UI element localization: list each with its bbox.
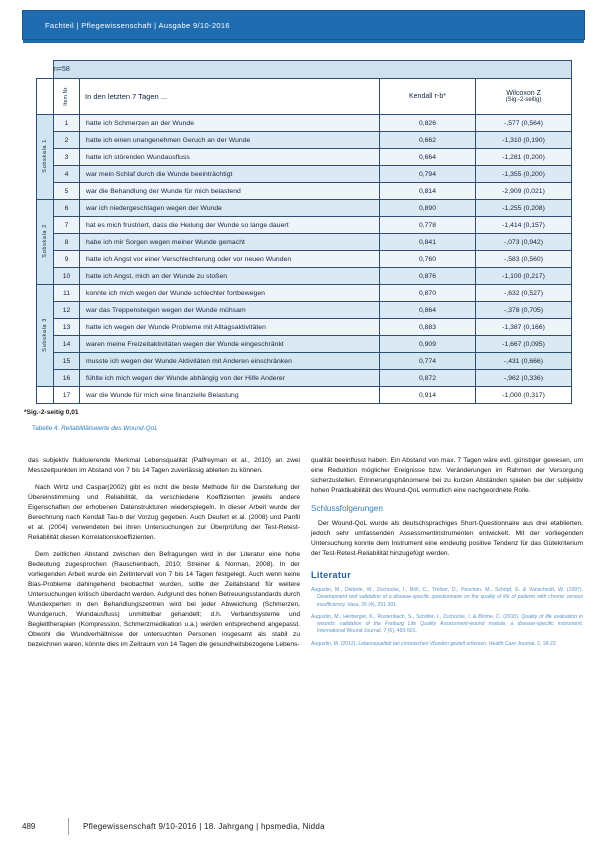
table-row xyxy=(37,149,572,166)
paragraph-conclusion: Der Wound-QoL wurde als deutschsprachiges Short-Questionnaire aus drei etablierten, jedoch sehr umfassenden Assessmentinstrumenten entwickelt. Mit der vorliegenden Untersuchung konnte dem Instrument eine eindeutig positive Tendenz für das Gütekriterium der Test-Retest-Reliabilität hinzugefügt werden. xyxy=(311,519,583,557)
page-header-bar xyxy=(22,10,585,40)
row-kendall-value: 0,914 xyxy=(380,387,476,404)
paragraph-quality-of-life: qualität beeinflusst haben. Ein Abstand von max. 7 Tagen wäre evtl. günstiger gewesen, um eine Reduktion möglicher Ereignisse bzw. Veränderungen im Rahmen der Versorgung sicherzustellen. Erinnerungsphänomene bei zu kurzen Abständen spielen bei der subjektiv hohen Praktikabilität des Wound-QoL vermutlich eine nachgeordnete Rolle. xyxy=(311,457,583,495)
table-caption-prefix: Tabelle 4: xyxy=(32,425,62,432)
reference-title: Lebensqualität bei chronischen Wunden gezielt erfassen. xyxy=(358,640,489,647)
row-item-text: hatte ich Angst vor einer Verschlechterung oder vor neuen Wunden xyxy=(80,251,380,268)
reference-list xyxy=(311,587,583,648)
row-item-number: 17 xyxy=(54,387,80,404)
row-kendall-value: 0,872 xyxy=(380,370,476,387)
row-item-text: fühlte ich mich wegen der Wunde abhängig von der Hilfe Anderer xyxy=(80,370,380,387)
row-item-number: 2 xyxy=(54,132,80,149)
row-item-text: war ich niedergeschlagen wegen der Wunde xyxy=(80,200,380,217)
row-item-number: 5 xyxy=(54,183,80,200)
row-item-text: hatte ich störenden Wundausfluss xyxy=(80,149,380,166)
row-item-text: waren meine Freizeitaktivitäten wegen der Wunde eingeschränkt xyxy=(80,336,380,353)
significance-note: *Sig.-2-seitig 0,01 xyxy=(24,409,79,416)
row-item-number: 4 xyxy=(54,166,80,183)
body-column-right xyxy=(311,456,583,653)
reference-entry xyxy=(311,641,583,648)
table-row xyxy=(37,132,572,149)
row-kendall-value: 0,760 xyxy=(380,251,476,268)
table-header-row xyxy=(37,79,572,115)
row-kendall-value: 0,883 xyxy=(380,319,476,336)
row-wilcoxon-value: -1,667 (0,095) xyxy=(476,336,572,353)
reference-entry xyxy=(311,614,583,636)
row-item-text: hatte ich Angst, mich an der Wunde zu stoßen xyxy=(80,268,380,285)
reference-source: Vasa, 26 (4), 291-301. xyxy=(347,601,398,608)
row-wilcoxon-value: -1,000 (0,317) xyxy=(476,387,572,404)
row-item-text: war die Wunde für mich eine finanzielle Belastung xyxy=(80,387,380,404)
breadcrumb: Fachteil | Pflegewissenschaft | Ausgabe 9/10-2016 xyxy=(45,20,230,30)
reference-title: Development and validation of a disease-specific questionnaire on the quality of life of patients with chronic venous insufficiency. xyxy=(317,594,583,608)
row-item-text: habe ich mir Sorgen wegen meiner Wunde gemacht xyxy=(80,234,380,251)
conclusion-heading: Schlussfolgerungen xyxy=(311,504,383,514)
row-kendall-value: 0,794 xyxy=(380,166,476,183)
row-item-text: war das Treppensteigen wegen der Wunde mühsam xyxy=(80,302,380,319)
row-item-number: 11 xyxy=(54,285,80,302)
row-item-text: musste ich wegen der Wunde Aktivitäten mit Anderen einschränken xyxy=(80,353,380,370)
table-row xyxy=(37,200,572,217)
column-header-kendall: Kendall τ-b* xyxy=(380,79,476,115)
table-row xyxy=(37,183,572,200)
row-kendall-value: 0,876 xyxy=(380,268,476,285)
row-wilcoxon-value: -,073 (0,942) xyxy=(476,234,572,251)
column-header-wilcoxon xyxy=(476,79,572,115)
row-kendall-value: 0,890 xyxy=(380,200,476,217)
table-row xyxy=(37,336,572,353)
row-item-number: 10 xyxy=(54,268,80,285)
wilcoxon-sublabel: (Sig.-2-seitig) xyxy=(505,97,542,103)
row-item-text: hatte ich einen unangenehmen Geruch an der Wunde xyxy=(80,132,380,149)
row-item-number: 1 xyxy=(54,115,80,132)
row-item-text: konnte ich mich wegen der Wunde schlechter fortbewegen xyxy=(80,285,380,302)
row-kendall-value: 0,870 xyxy=(380,285,476,302)
row-item-number: 13 xyxy=(54,319,80,336)
table-sample-row xyxy=(37,61,572,79)
row-item-number: 3 xyxy=(54,149,80,166)
reliability-table-container xyxy=(36,60,571,404)
column-header-item-text: In den letzten 7 Tagen ... xyxy=(80,79,380,115)
paragraph-continuation: das subjektiv fluktuierende Merkmal Lebensqualität (Palfreyman et al., 2010) an zwei Messzeitpunkten im Abstand von 7 bis 14 Tagen zuverlässig ableiten zu können. xyxy=(28,457,300,475)
row-item-number: 8 xyxy=(54,234,80,251)
reference-entry xyxy=(311,587,583,609)
row-item-text: hatte ich wegen der Wunde Probleme mit Alltagsaktivitäten xyxy=(80,319,380,336)
row-kendall-value: 0,841 xyxy=(380,234,476,251)
row-wilcoxon-value: -1,310 (0,190) xyxy=(476,132,572,149)
sample-size-label: n=58 xyxy=(54,61,572,79)
row-wilcoxon-value: -,577 (0,564) xyxy=(476,115,572,132)
reference-title: Quality of life evaluation in wounds: validation of the Freiburg Life Quality Assessment-wound module, a disease-specific instrument. xyxy=(317,613,583,628)
paragraph-time-interval: Dem zeitlichen Abstand zwischen den Befragungen wird in der Literatur eine hohe Bedeutung zugesprochen (Rauschenbach, 2010; Streiner & Norman, 2008). In der vorliegenden Arbeit wurde ein Zeitintervall von 7 bis 14 Tagen festgelegt. Auch wenn keine Bias-Probleme dahingehend beobachtet wurden, sollte der Zeitabstand für weitere Untersuchungen kritisch überdacht werden. Aufgrund des hohen Betreuungsstandards durch Wundexperten in den Behandlungszentren wird bei jeder Abweichung (Schmerzen, Wundgeruch, Wundausfluss) unmittelbar gehandelt; d.h. Verbandsysteme und Begleittherapien (Kompression, Schmerzmedikation u.a.) werden entsprechend angepasst. Obwohl die Wundverhältnisse der untersuchten Personen insgesamt als stabil zu bezeichnen waren, könnte dies im Zeitraum von 14 Tagen die gesundheitsbezogene Lebens- xyxy=(28,551,300,649)
page-number: 489 xyxy=(22,822,36,831)
row-wilcoxon-value: -,378 (0,705) xyxy=(476,302,572,319)
row-kendall-value: 0,909 xyxy=(380,336,476,353)
reliability-table xyxy=(36,60,572,404)
row-item-number: 9 xyxy=(54,251,80,268)
subscale-header-spacer xyxy=(37,79,54,115)
table-row xyxy=(37,370,572,387)
row-item-number: 12 xyxy=(54,302,80,319)
row-wilcoxon-value: -1,387 (0,166) xyxy=(476,319,572,336)
row-wilcoxon-value: -1,255 (0,208) xyxy=(476,200,572,217)
sample-spacer xyxy=(37,61,54,79)
row-item-text: war mein Schlaf durch die Wunde beeinträchtigt xyxy=(80,166,380,183)
table-row xyxy=(37,285,572,302)
subscale-label: Subskala 1 xyxy=(42,139,48,173)
paragraph-methodology: Nach Wirtz und Caspar(2002) gibt es nicht die beste Methode für die Darstellung der Übereinstimmung und Reliabilität, da verschiedene Koeffizienten jeweils andere Eigenschaften der erhobenen Datenstrukturen wiederspiegeln. In dieser Arbeit wurde der Berechnung nach Kendall Tau-b der Vorzug gegeben. Auch Deufert et al. (2008) und Panfil et al. (2004) verwendeten bei ihren Untersuchungen zur Überprüfung der Test-Retest-Reliabilität diesen Korrelationskoeffizienten. xyxy=(28,484,300,542)
column-header-item-no: Item Nr. xyxy=(54,79,80,115)
row-wilcoxon-value: -,962 (0,336) xyxy=(476,370,572,387)
literature-heading: Literatur xyxy=(311,569,352,580)
table-row xyxy=(37,166,572,183)
row-wilcoxon-value: -2,909 (0,021) xyxy=(476,183,572,200)
row-kendall-value: 0,778 xyxy=(380,217,476,234)
reference-source: International Wound Journal, 7 (6), 493-501. xyxy=(317,628,417,635)
row-kendall-value: 0,814 xyxy=(380,183,476,200)
row-item-number: 14 xyxy=(54,336,80,353)
table-row xyxy=(37,387,572,404)
reference-authors: Augustin, M., Dieterle, W., Zschocke, I., Brill, C., Trefzer, D., Peschen, M., Schöpf, E. & Vanscheidt, W. (1997). xyxy=(311,587,583,594)
row-wilcoxon-value: -,583 (0,560) xyxy=(476,251,572,268)
row-item-text: hatte ich Schmerzen an der Wunde xyxy=(80,115,380,132)
footer-divider xyxy=(68,818,69,835)
row-wilcoxon-value: -1,100 (0,217) xyxy=(476,268,572,285)
table-row xyxy=(37,268,572,285)
table-row xyxy=(37,234,572,251)
row-item-number: 16 xyxy=(54,370,80,387)
subscale-label: Subskala 2 xyxy=(42,224,48,258)
subscale-label-cell xyxy=(37,200,54,285)
wilcoxon-label: Wilcoxon Z xyxy=(506,90,541,97)
subscale-empty-cell xyxy=(37,387,54,404)
row-kendall-value: 0,664 xyxy=(380,149,476,166)
table-caption xyxy=(32,425,158,432)
subscale-label-cell xyxy=(37,115,54,200)
row-item-text: war die Behandlung der Wunde für mich belastend xyxy=(80,183,380,200)
table-row xyxy=(37,217,572,234)
row-wilcoxon-value: -,632 (0,527) xyxy=(476,285,572,302)
table-row xyxy=(37,302,572,319)
reference-authors: Augustin, M. (2012). xyxy=(311,640,359,647)
row-kendall-value: 0,864 xyxy=(380,302,476,319)
row-kendall-value: 0,774 xyxy=(380,353,476,370)
row-wilcoxon-value: -1,414 (0,157) xyxy=(476,217,572,234)
row-wilcoxon-value: -1,355 (0,200) xyxy=(476,166,572,183)
body-column-left xyxy=(28,456,300,657)
table-row xyxy=(37,115,572,132)
table-row xyxy=(37,251,572,268)
reference-authors: Augustin, M., Herberger, K., Rustenbach, S., Schäfer, I., Zschocke, I. & Blome, C. (2010). xyxy=(311,613,522,620)
reference-source: Health Care Journal, 2, 18-22. xyxy=(488,640,558,647)
subscale-label: Subskala 3 xyxy=(42,317,48,352)
row-item-number: 7 xyxy=(54,217,80,234)
table-caption-title: Reliabilitätswerte des Wound-QoL xyxy=(61,425,158,432)
table-row xyxy=(37,353,572,370)
page-footer xyxy=(22,818,585,835)
row-wilcoxon-value: -,431 (0,666) xyxy=(476,353,572,370)
row-kendall-value: 0,662 xyxy=(380,132,476,149)
row-item-text: hat es mich frustriert, dass die Heilung der Wunde so lange dauert xyxy=(80,217,380,234)
row-item-number: 6 xyxy=(54,200,80,217)
table-row xyxy=(37,319,572,336)
footer-text: Pflegewissenschaft 9/10-2016 | 18. Jahrgang | hpsmedia, Nidda xyxy=(83,822,325,831)
subscale-label-cell xyxy=(37,285,54,387)
row-wilcoxon-value: -1,281 (0,200) xyxy=(476,149,572,166)
row-kendall-value: 0,826 xyxy=(380,115,476,132)
row-item-number: 15 xyxy=(54,353,80,370)
